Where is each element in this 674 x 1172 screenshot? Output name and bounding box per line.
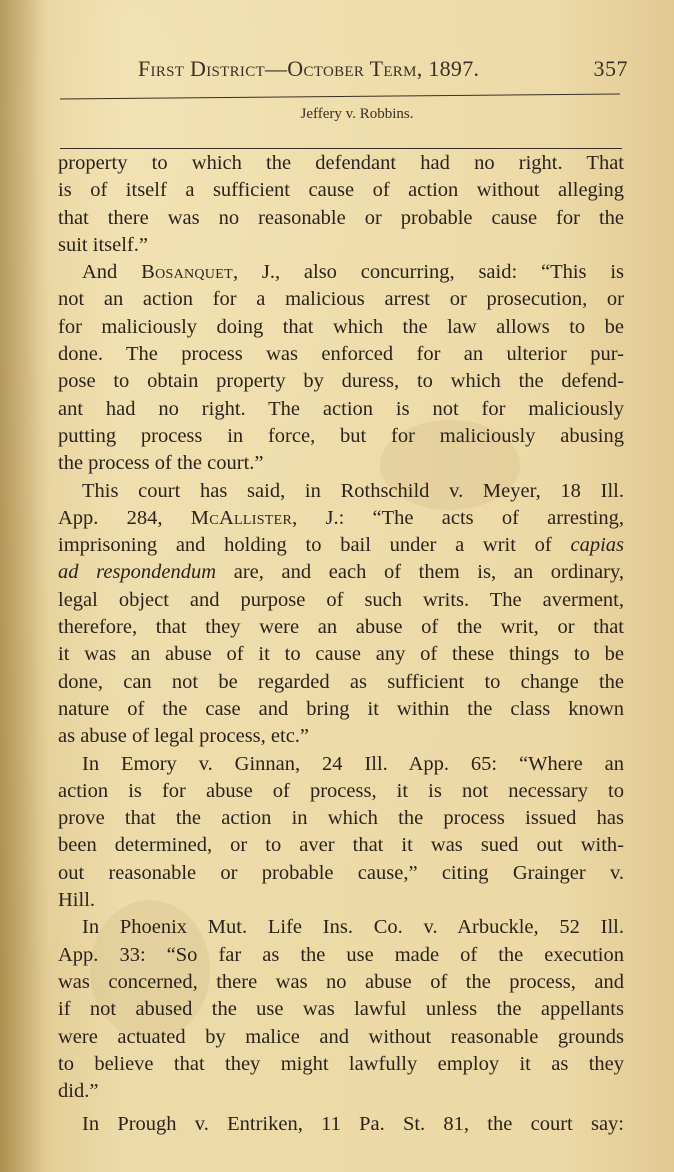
line-text: therefore, that they were an abuse of the writ, or that (58, 616, 624, 639)
header-rule (60, 94, 620, 100)
text-line (58, 505, 624, 532)
text-line (58, 641, 624, 668)
page-number: 357 (593, 56, 628, 81)
italic-term: ad respondendum (58, 561, 217, 584)
line-text: the process of the court.” (58, 452, 264, 475)
line-text: is of itself a sufficient cause of action without alleging (58, 179, 624, 202)
line-text: Hill. (58, 889, 96, 912)
running-head (138, 56, 628, 86)
text-line (58, 1078, 624, 1105)
text-line (58, 532, 624, 559)
text-line (58, 805, 624, 832)
text-line (58, 286, 624, 313)
line-text: are, and each of them is, an ordinary, (216, 561, 624, 584)
line-text: In Emory v. Ginnan, 24 Ill. App. 65: “Where an (82, 752, 624, 775)
line-text: legal object and purpose of such writs. The averment, (58, 588, 624, 611)
text-line (58, 423, 624, 450)
text-line (58, 232, 624, 259)
text-line (58, 478, 624, 505)
line-text: were actuated by malice and without reasonable grounds (58, 1025, 624, 1048)
text-line (58, 259, 624, 286)
text-line (58, 860, 624, 887)
text-line (58, 996, 624, 1023)
judge-name: Bosanquet (141, 261, 233, 284)
text-line (58, 150, 624, 177)
line-text: pose to obtain property by duress, to which the defend- (58, 370, 624, 393)
text-line (58, 887, 624, 914)
text-line (58, 942, 624, 969)
spine-shadow (0, 0, 50, 1172)
text-line (58, 1024, 624, 1051)
text-line (58, 587, 624, 614)
text-line (58, 1111, 624, 1138)
line-text: did.” (58, 1080, 99, 1103)
line-text: to believe that they might lawfully employ it as they (58, 1052, 624, 1075)
text-line (58, 177, 624, 204)
line-text: done. The process was enforced for an ulterior pur- (58, 343, 624, 366)
text-line (58, 559, 624, 586)
text-line (58, 205, 624, 232)
line-text: as abuse of legal process, etc.” (58, 725, 310, 748)
text-line (58, 669, 624, 696)
text-line (58, 396, 624, 423)
line-text: imprisoning and holding to bail under a writ of (58, 534, 571, 557)
line-text: nature of the case and bring it within the class known (58, 697, 624, 720)
text-line (58, 1051, 624, 1078)
line-text: out reasonable or probable cause,” citing Grainger v. (58, 861, 624, 884)
line-text: if not abused the use was lawful unless the appellants (58, 998, 624, 1021)
running-head-title: First District—October Term, 1897. (138, 56, 480, 81)
line-text: for maliciously doing that which the law allows to be (58, 315, 624, 338)
line-text: that there was no reasonable or probable cause for the (58, 206, 624, 229)
text-line (58, 614, 624, 641)
text-line (58, 314, 624, 341)
text-line (58, 778, 624, 805)
text-line (58, 914, 624, 941)
line-text: done, can not be regarded as sufficient to change the (58, 670, 624, 693)
case-name: Jeffery v. Robbins. (300, 106, 414, 122)
text-line (58, 751, 624, 778)
line-text: prove that the action in which the process issued has (58, 807, 624, 830)
text-line (58, 341, 624, 368)
text-line (58, 723, 624, 750)
line-text: This court has said, in Rothschild v. Meyer, 18 Ill. (82, 479, 624, 502)
line-text: suit itself.” (58, 233, 148, 256)
italic-term: capias (570, 534, 624, 557)
line-text: it was an abuse of it to cause any of these things to be (58, 643, 624, 666)
line-text: In Prough v. Entriken, 11 Pa. St. 81, the court say: (82, 1113, 624, 1136)
line-text: putting process in force, but for maliciously abusing (58, 424, 624, 447)
text-line (58, 696, 624, 723)
line-text: action is for abuse of process, it is not necessary to (58, 779, 624, 802)
line-text: was concerned, there was no abuse of the process, and (58, 970, 624, 993)
line-text: App. 284, (58, 506, 191, 529)
judge-name: McAllister (190, 506, 293, 529)
text-line (58, 450, 624, 477)
line-text: , J.: “The acts of arresting, (292, 506, 625, 529)
line-text: In Phoenix Mut. Life Ins. Co. v. Arbuckle, 52 Ill. (82, 916, 624, 939)
case-rule (60, 148, 622, 149)
line-text: , J., also concurring, said: “This is (232, 261, 624, 284)
text-line (58, 969, 624, 996)
line-text: property to which the defendant had no right. That (58, 152, 624, 174)
text-line (58, 832, 624, 859)
line-text: ant had no right. The action is not for maliciously (58, 397, 624, 420)
line-text: been determined, or to aver that it was sued out with- (58, 834, 624, 857)
line-text: not an action for a malicious arrest or prosecution, or (58, 288, 624, 311)
body-text (58, 150, 624, 1139)
line-text: App. 33: “So far as the use made of the execution (58, 943, 624, 966)
text-line (58, 368, 624, 395)
line-text: And (82, 261, 142, 284)
